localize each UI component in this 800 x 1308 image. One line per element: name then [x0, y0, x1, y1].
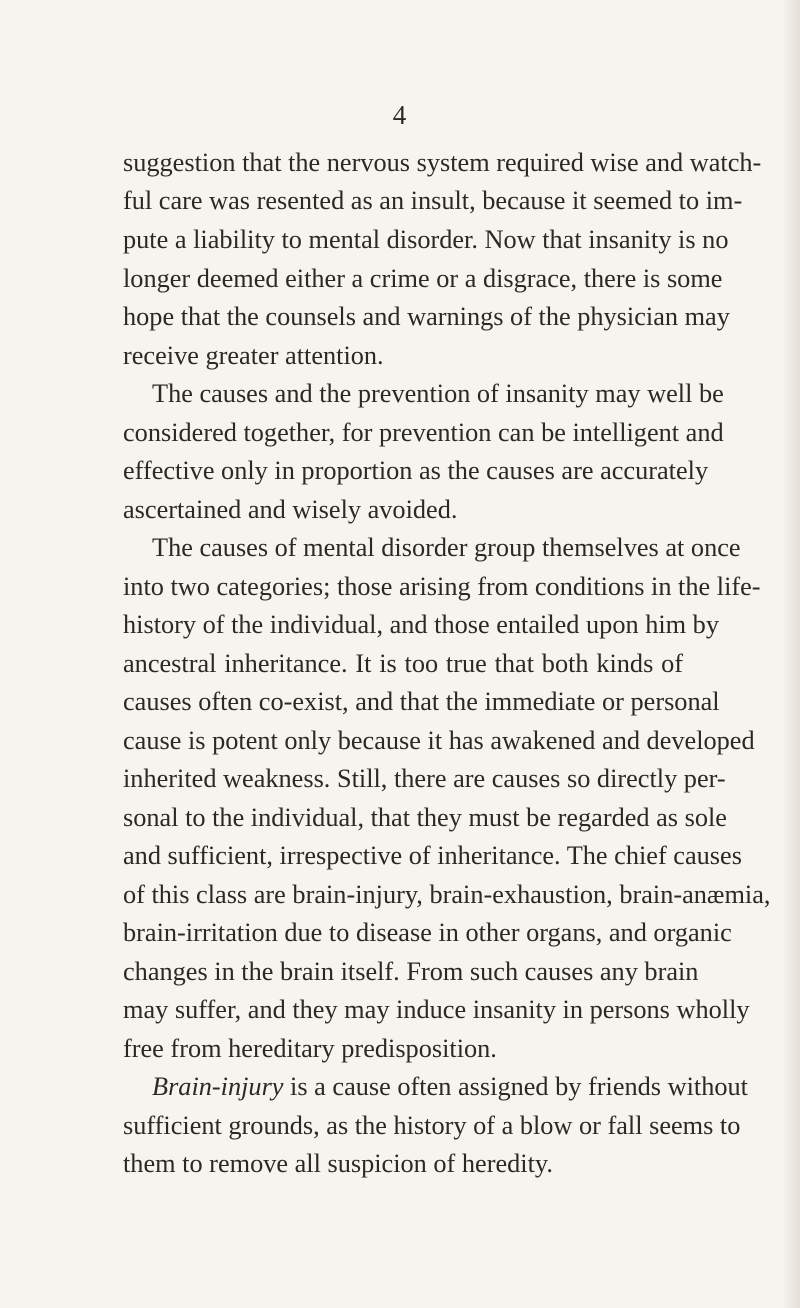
text-line: and sufficient, irrespective of inheritance. The chief causes — [123, 841, 742, 870]
text-line: brain-irritation due to disease in other organs, and organic — [123, 918, 732, 947]
text-line: ascertained and wisely avoided. — [123, 495, 458, 524]
page-number: 4 — [392, 100, 408, 130]
text-line: considered together, for prevention can be intelligent and — [123, 418, 724, 447]
text-line: hope that the counsels and warnings of the physician may — [123, 302, 730, 331]
text-line-with-italic-lead — [152, 1069, 748, 1105]
text-line: changes in the brain itself. From such causes any brain — [123, 957, 699, 986]
text-line: receive greater attention. — [123, 341, 384, 370]
text-line: inherited weakness. Still, there are causes so directly per- — [123, 764, 726, 793]
text-line: ancestral inheritance. It is too true that both kinds of — [123, 649, 683, 678]
text-line: The causes of mental disorder group themselves at once — [152, 533, 741, 562]
text-line: them to remove all suspicion of heredity. — [123, 1149, 553, 1178]
text-line: cause is potent only because it has awakened and developed — [123, 726, 755, 755]
text-line: The causes and the prevention of insanity may well be — [152, 379, 724, 408]
text-line: longer deemed either a crime or a disgrace, there is some — [123, 264, 723, 293]
text-line: of this class are brain-injury, brain-exhaustion, brain-anæmia, — [123, 880, 771, 909]
text-line: effective only in proportion as the causes are accurately — [123, 456, 709, 485]
text-line: sufficient grounds, as the history of a blow or fall seems to — [123, 1111, 741, 1140]
text-line: pute a liability to mental disorder. Now that insanity is no — [123, 225, 729, 254]
text-span: is a cause often assigned by friends without — [283, 1072, 748, 1101]
text-line: suggestion that the nervous system required wise and watch- — [123, 148, 762, 177]
text-line: ful care was resented as an insult, because it seemed to im- — [123, 186, 743, 215]
italic-term: Brain-injury — [152, 1072, 284, 1101]
text-line: free from hereditary predisposition. — [123, 1034, 497, 1063]
text-line: into two categories; those arising from conditions in the life- — [123, 572, 761, 601]
text-line: history of the individual, and those entailed upon him by — [123, 610, 719, 639]
page-edge-shadow — [782, 0, 800, 1308]
text-line: causes often co-exist, and that the immediate or personal — [123, 687, 720, 716]
text-line: may suffer, and they may induce insanity in persons wholly — [123, 995, 750, 1024]
text-line: sonal to the individual, that they must be regarded as sole — [123, 803, 727, 832]
